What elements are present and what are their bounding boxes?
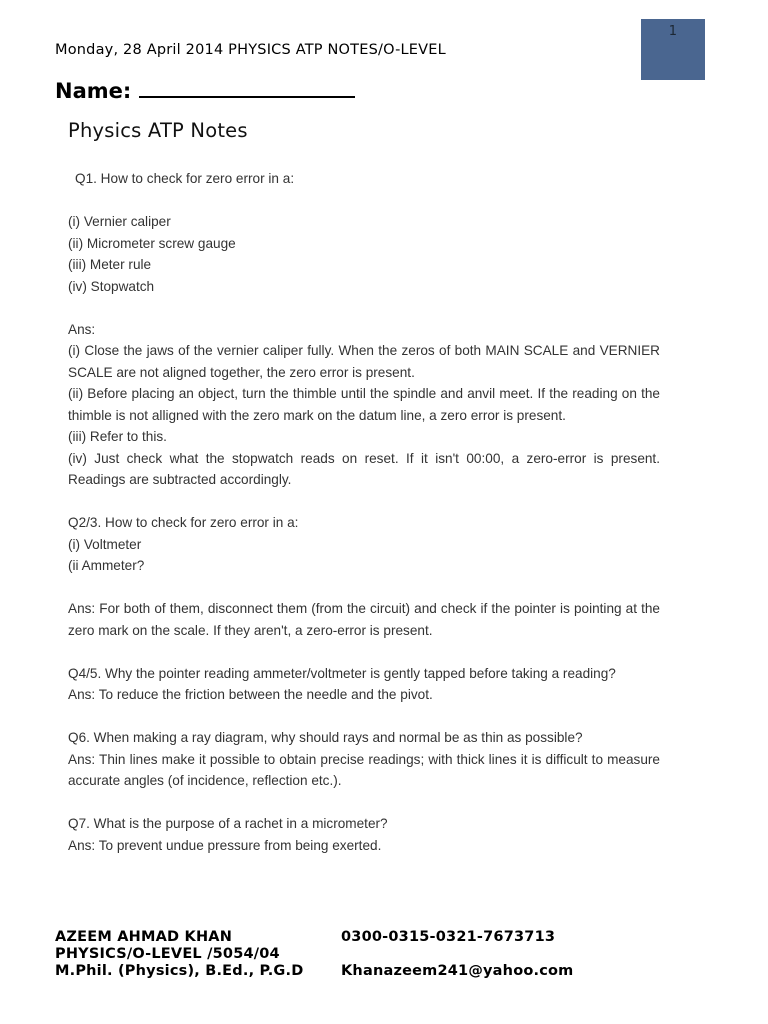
- footer-phone: 0300-0315-0321-7673713: [341, 929, 556, 945]
- footer-left: [55, 929, 303, 980]
- q45-question: Q4/5. Why the pointer reading ammeter/voltmeter is gently tapped before taking a reading?: [68, 665, 616, 681]
- document-header: Monday, 28 April 2014 PHYSICS ATP NOTES/O-LEVEL: [55, 42, 446, 58]
- q1-answer: (i) Close the jaws of the vernier caliper fully. When the zeros of both MAIN SCALE and VERNIER SCALE are not aligned together, the zero error is present.: [68, 343, 660, 380]
- q23-question: Q2/3. How to check for zero error in a:: [68, 515, 299, 530]
- q45-answer: Ans: To reduce the friction between the needle and the pivot.: [68, 687, 433, 702]
- q1-item: (iii) Meter rule: [68, 257, 152, 272]
- footer-email: Khanazeem241@yahoo.com: [341, 963, 574, 979]
- q7-question: Q7. What is the purpose of a rachet in a micrometer?: [68, 816, 388, 831]
- q23-answer: Ans: For both of them, disconnect them (from the circuit) and check if the pointer is pointing at the zero mark on the scale. If they aren't, a zero-error is present.: [68, 601, 660, 638]
- q7-answer: Ans: To prevent undue pressure from being exerted.: [68, 837, 382, 853]
- q1-answer: (iv) Just check what the stopwatch reads on reset. If it isn't 00:00, a zero-error is present. Readings are subtracted accordingly.: [68, 450, 660, 487]
- notes-body: [68, 168, 660, 856]
- footer-course: PHYSICS/O-LEVEL /5054/04: [55, 946, 280, 962]
- q1-item: (ii) Micrometer screw gauge: [68, 235, 236, 251]
- name-blank-line: [139, 76, 355, 98]
- q6-answer: Ans: Thin lines make it possible to obtain precise readings; with thick lines it is difficult to measure accurate angles (of incidence, reflection etc.).: [68, 751, 660, 788]
- page-number-box: [641, 19, 705, 80]
- q1-answer: (ii) Before placing an object, turn the thimble until the spindle and anvil meet. If the reading on the thimble is not alligned with the zero mark on the datum line, a zero error is present.: [68, 386, 660, 423]
- q1-item: (i) Vernier caliper: [68, 214, 171, 229]
- footer-qualifications: M.Phil. (Physics), B.Ed., P.G.D: [55, 963, 304, 979]
- q6-question: Q6. When making a ray diagram, why should rays and normal be as thin as possible?: [68, 730, 583, 745]
- page-number: 1: [668, 24, 677, 39]
- name-label: Name:: [55, 79, 132, 103]
- q23-item: (i) Voltmeter: [68, 536, 142, 552]
- q1-answer: (iii) Refer to this.: [68, 429, 167, 444]
- q1-question: Q1. How to check for zero error in a:: [75, 171, 295, 186]
- name-field: [55, 76, 355, 103]
- q1-ans-label: Ans:: [68, 321, 96, 337]
- document-title: Physics ATP Notes: [68, 119, 248, 142]
- footer-author: AZEEM AHMAD KHAN: [55, 929, 233, 945]
- q23-item: (ii Ammeter?: [68, 558, 145, 573]
- footer-right: [341, 929, 574, 980]
- q1-item: (iv) Stopwatch: [68, 278, 155, 294]
